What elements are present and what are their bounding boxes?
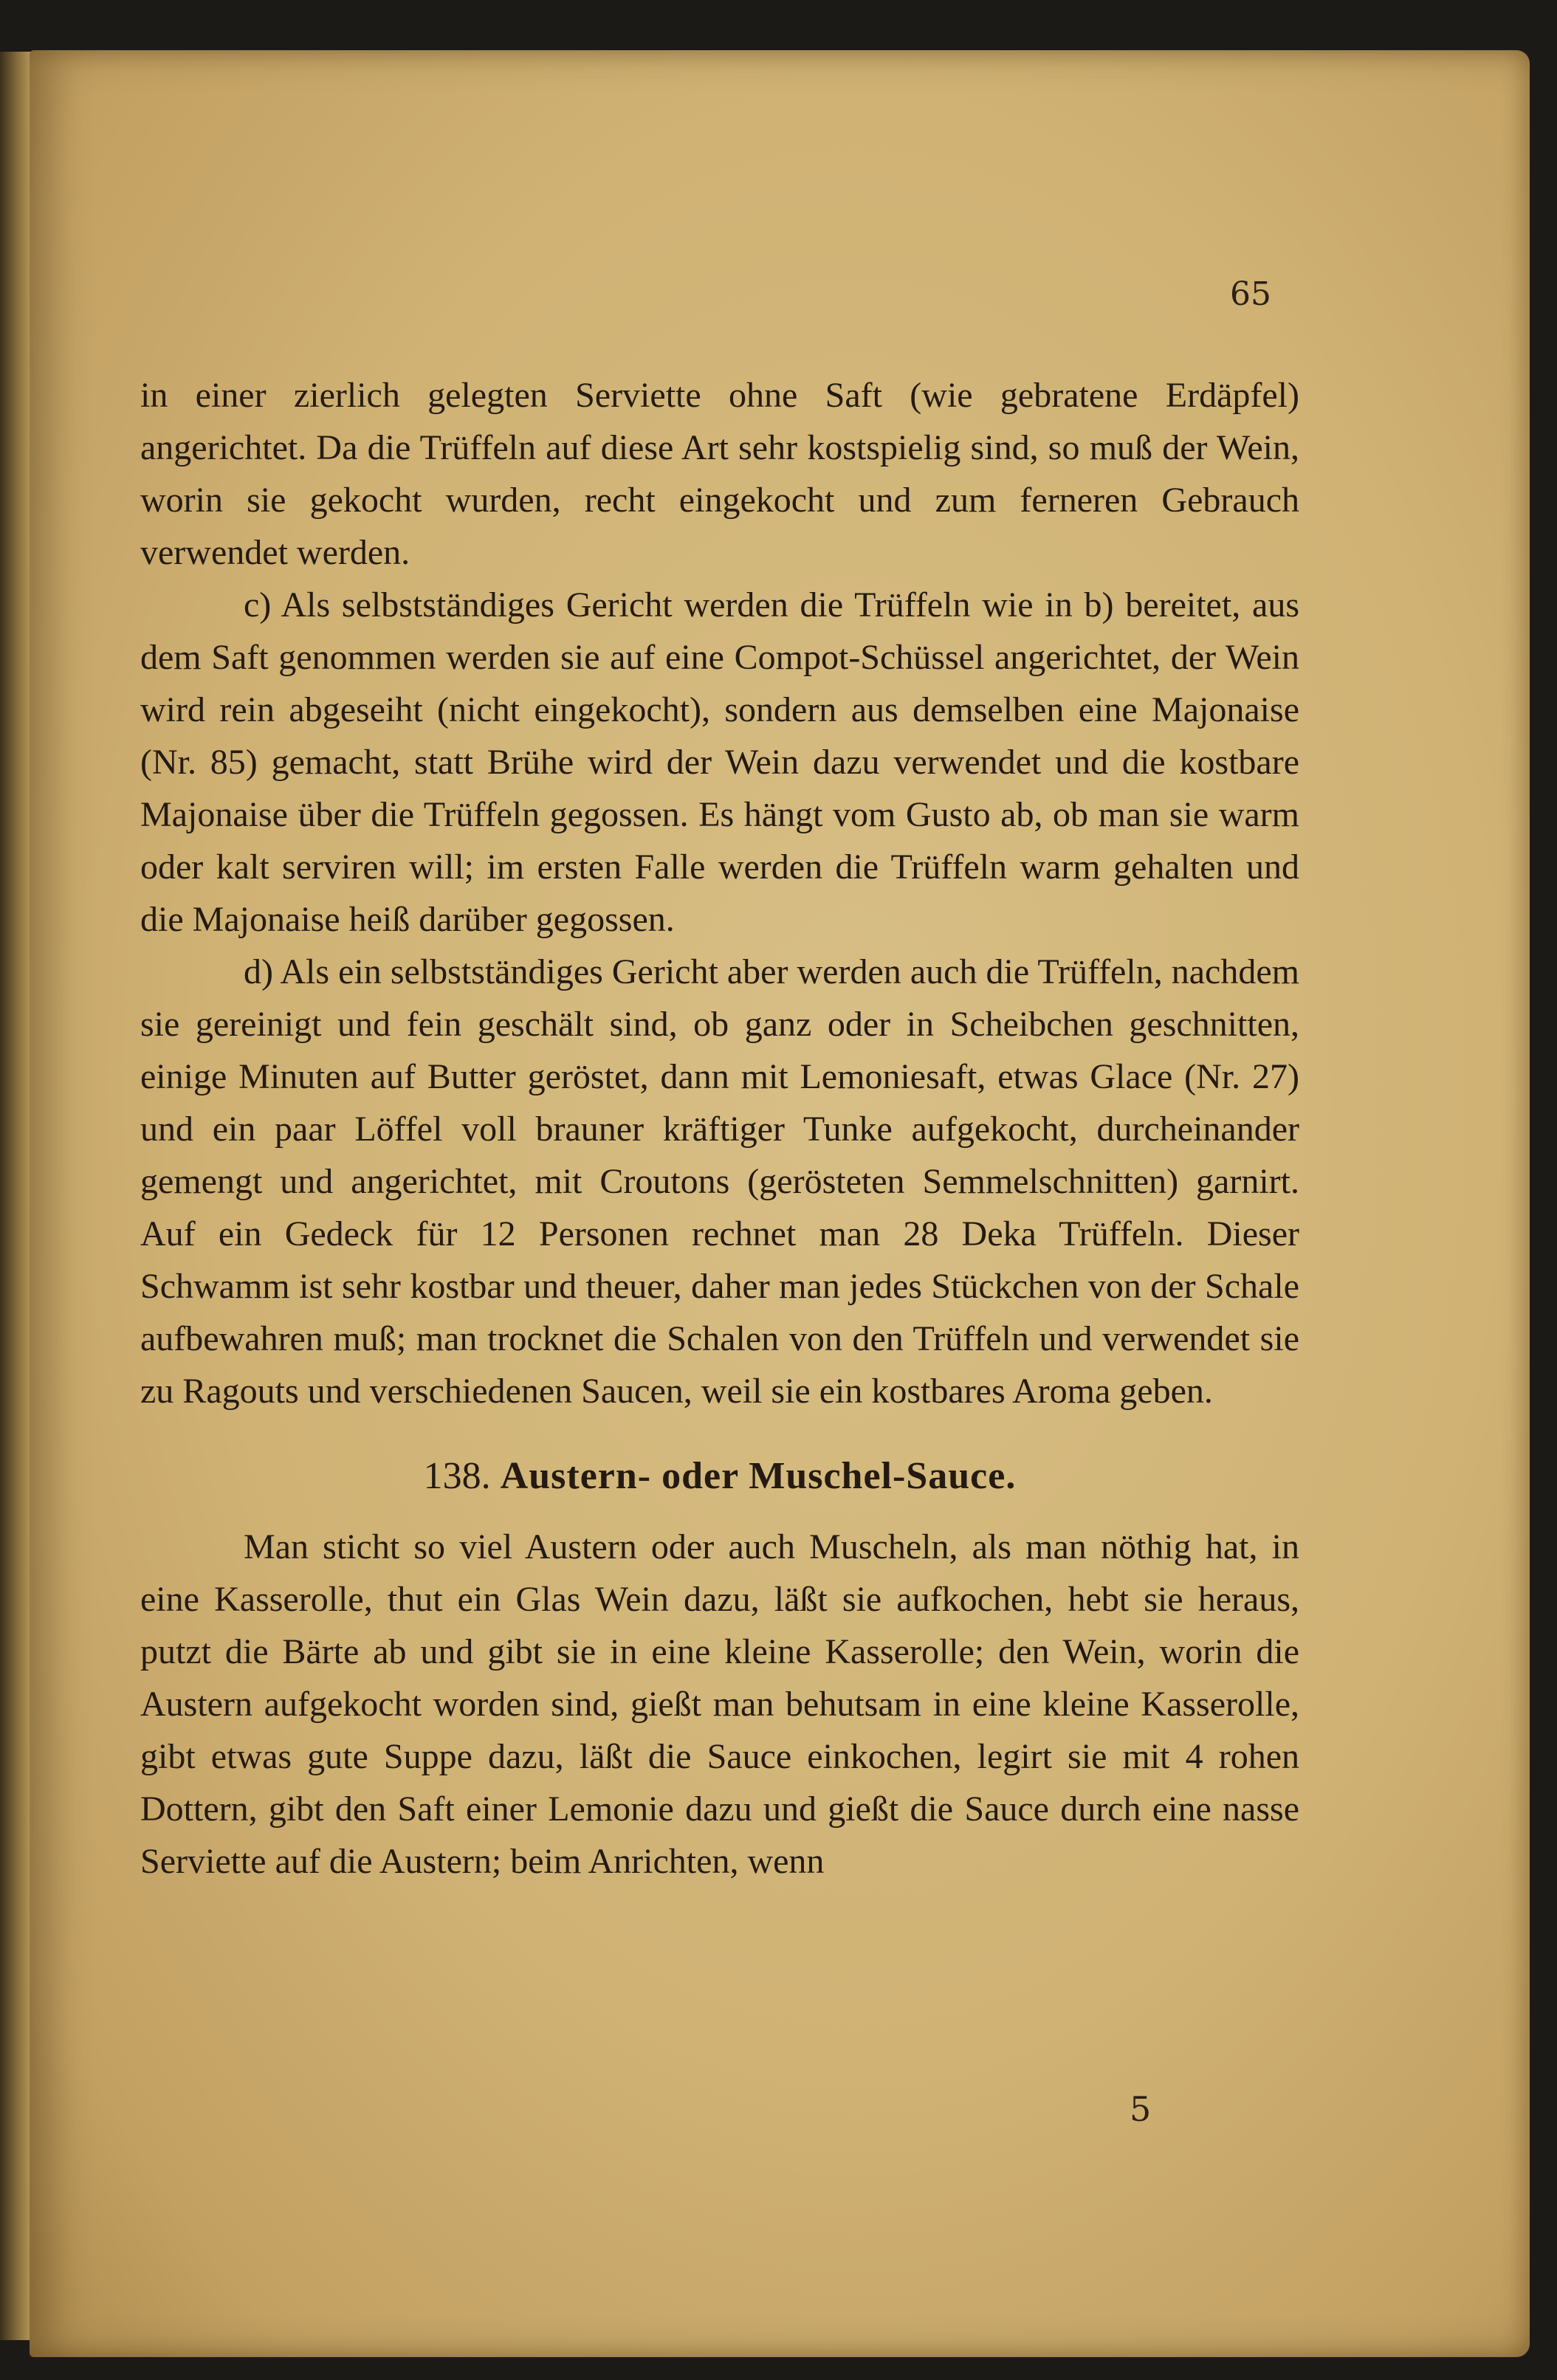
- recipe-body: Man sticht so viel Austern oder auch Muscheln, als man nöthig hat, in eine Kasserolle, thut ein Glas Wein dazu, läßt sie aufkochen, hebt sie heraus, putzt die Bärte ab und gibt sie in eine kleine Kasserolle; den Wein, worin die Austern aufgekocht worden sind, gießt man behutsam in eine kleine Kasserolle, gibt etwas gute Suppe dazu, läßt die Sauce einkochen, legirt sie mit 4 rohen Dottern, gibt den Saft einer Lemonie dazu und gießt die Sauce durch eine nasse Serviette auf die Austern; beim Anrichten, wenn: [140, 1527, 1299, 1881]
- paragraph-continuation: in einer zierlich gelegten Serviette ohne Saft (wie gebratene Erdäpfel) angerichtet. Da die Trüffeln auf diese Art sehr kostspielig sind, so muß der Wein, worin sie gekocht wurden, recht eingekocht und zum ferneren Gebrauch verwendet werden.: [140, 376, 1299, 572]
- recipe-title: Austern- oder Muschel-Sauce.: [500, 1455, 1017, 1497]
- recipe-number: 138.: [423, 1455, 491, 1497]
- page-number: 65: [1230, 275, 1271, 313]
- recipe-heading: [140, 1447, 1299, 1506]
- signature-mark: 5: [1130, 2089, 1152, 2129]
- paragraph-d: d) Als ein selbstständiges Gericht aber werden auch die Trüffeln, nachdem sie gereinigt und fein geschält sind, ob ganz oder in Scheibchen geschnitten, einige Minuten auf Butter geröstet, dann mit Lemoniesaft, etwas Glace (Nr. 27) und ein paar Löffel voll brauner kräftiger Tunke aufgekocht, durcheinander gemengt und angerichtet, mit Croutons (gerösteten Semmelschnitten) garnirt. Auf ein Gedeck für 12 Personen rechnet man 28 Deka Trüffeln. Dieser Schwamm ist sehr kostbar und theuer, daher man jedes Stückchen von der Schale aufbewahren muß; man trocknet die Schalen von den Trüffeln und verwendet sie zu Ragouts und verschiedenen Saucen, weil sie ein kostbares Aroma geben.: [140, 952, 1299, 1411]
- page-text: [140, 369, 1299, 1888]
- paragraph-c: c) Als selbstständiges Gericht werden die Trüffeln wie in b) bereitet, aus dem Saft genommen werden sie auf eine Compot-Schüssel angerichtet, der Wein wird rein abgeseiht (nicht eingekocht), sondern aus demselben eine Majonaise (Nr. 85) gemacht, statt Brühe wird der Wein dazu verwendet und die kostbare Majonaise über die Trüffeln gegossen. Es hängt vom Gusto ab, ob man sie warm oder kalt serviren will; im ersten Falle werden die Trüffeln warm gehalten und die Majonaise heiß darüber gegossen.: [140, 585, 1299, 939]
